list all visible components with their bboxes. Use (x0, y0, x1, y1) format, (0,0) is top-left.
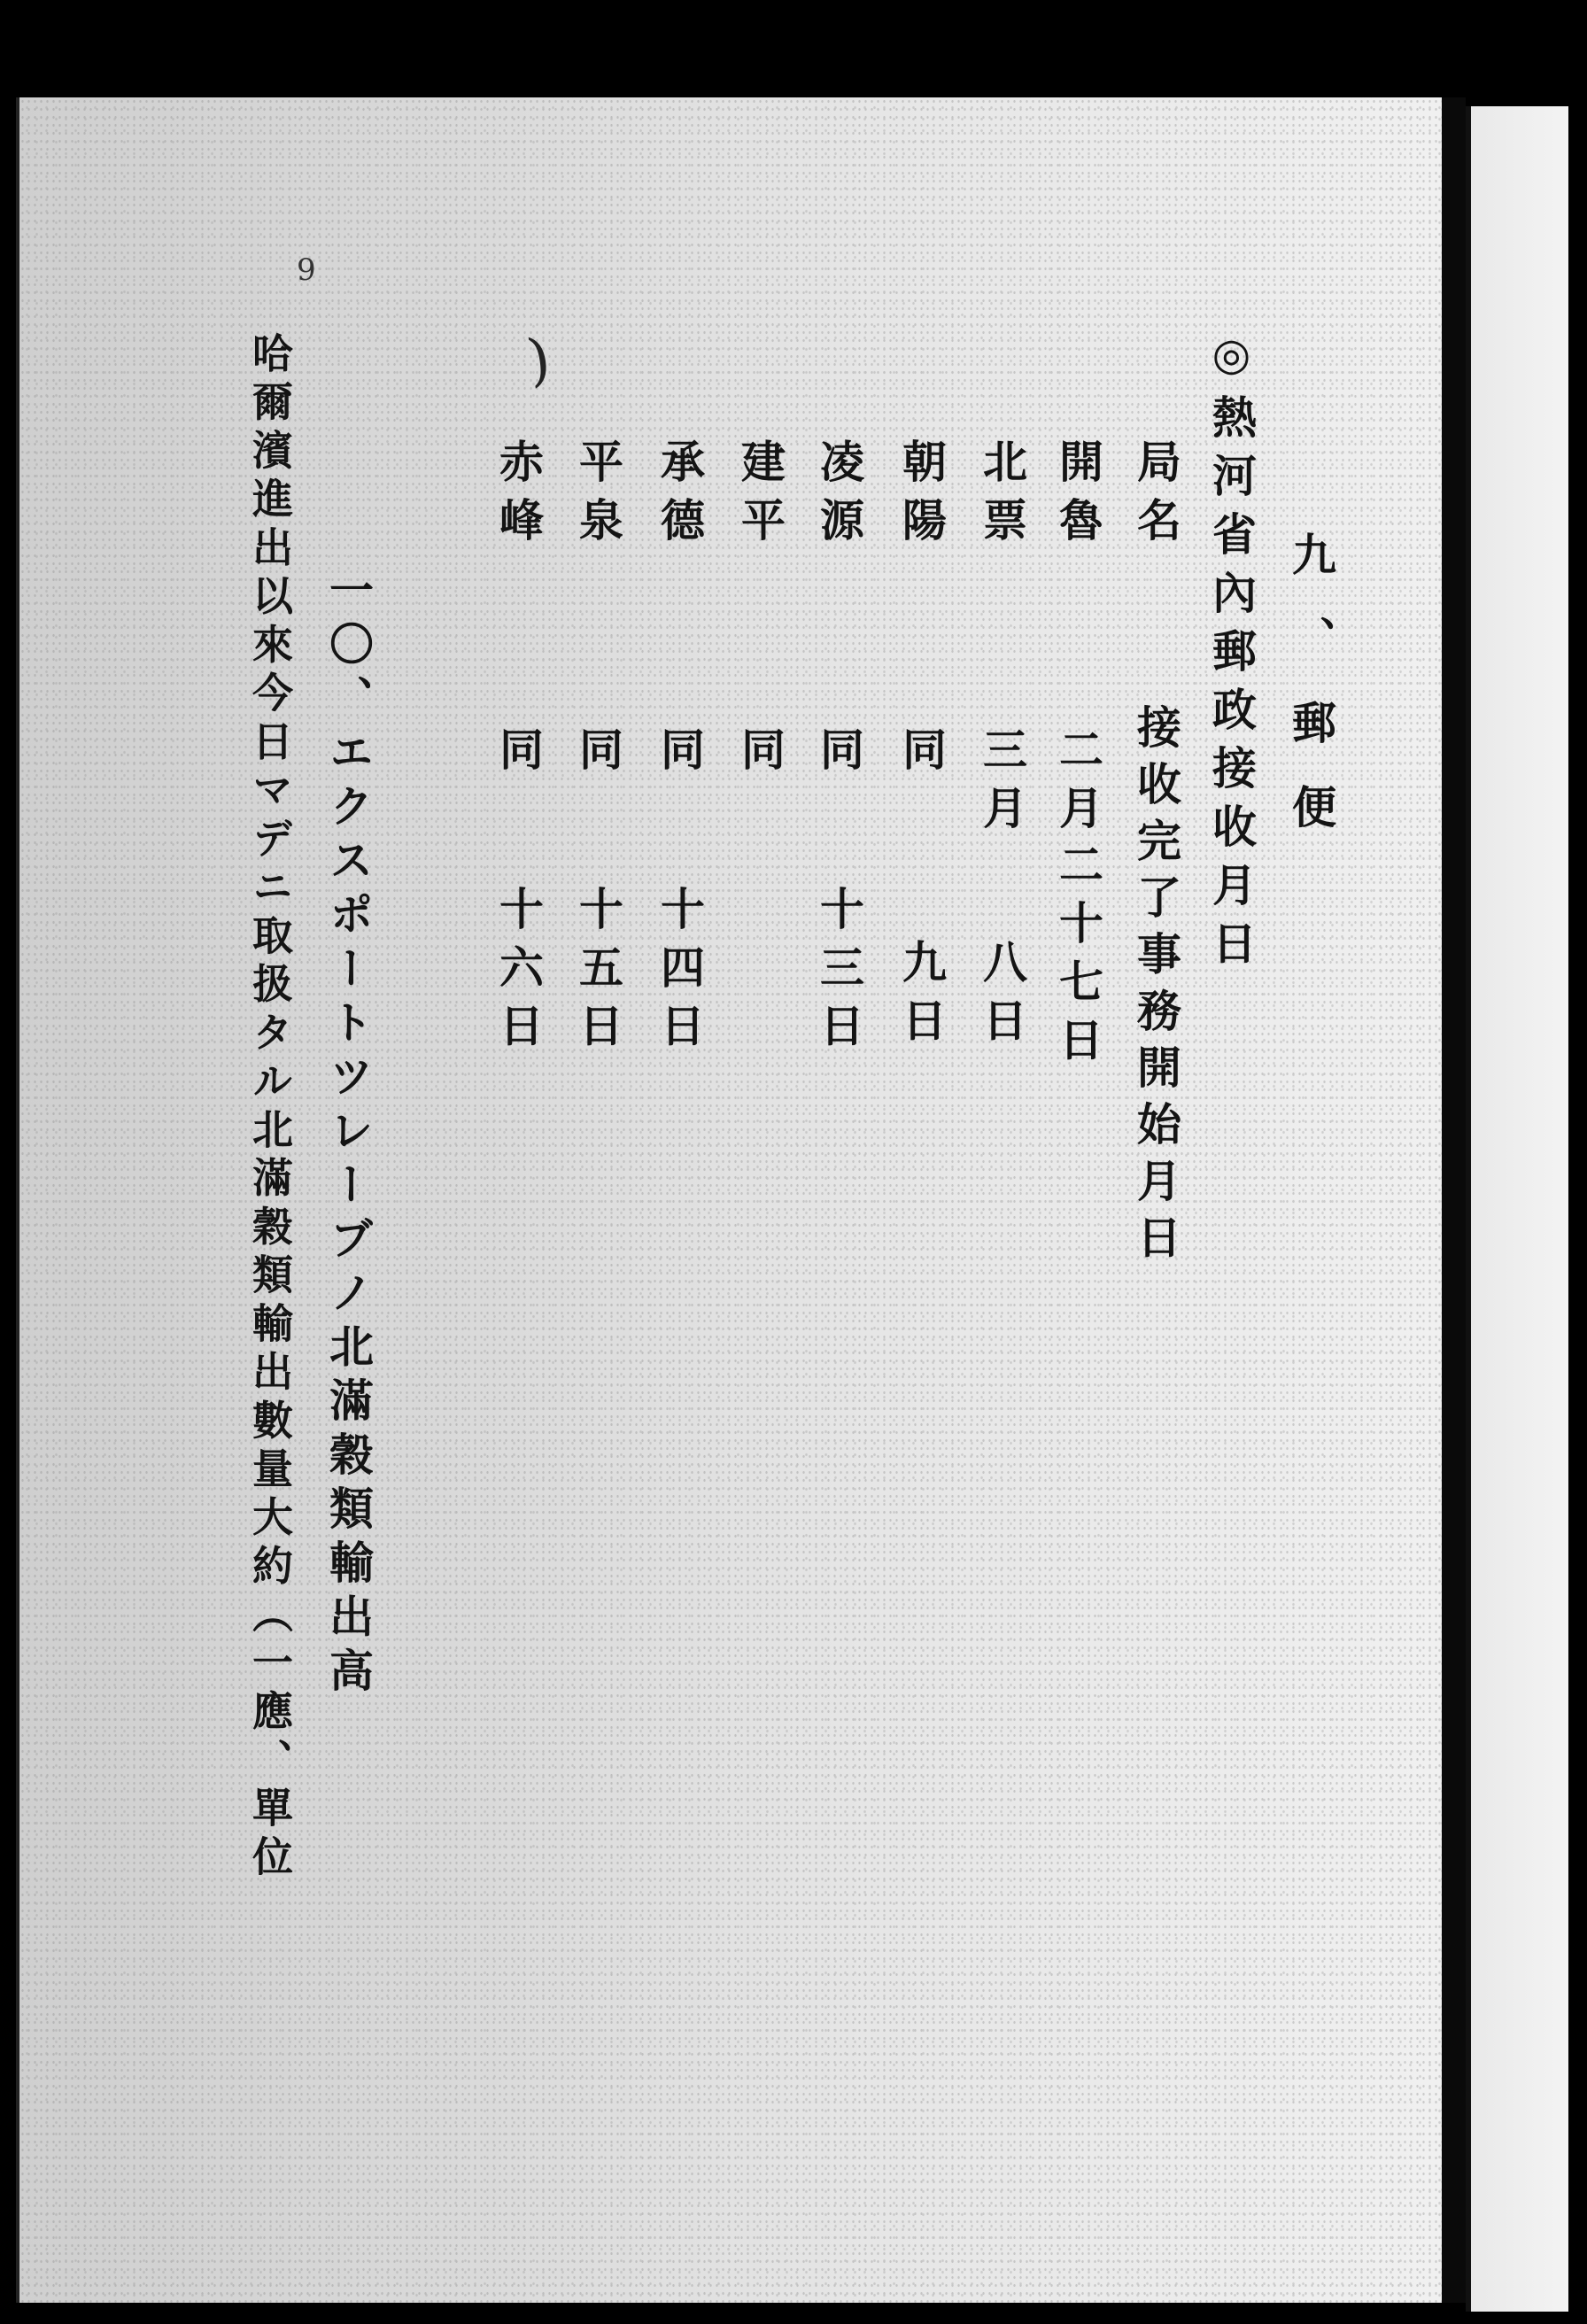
body-paragraph: 哈爾濱進出以來今日マデニ取扱タル北滿穀類輸出數量大約（一應、單位 (246, 332, 294, 1884)
row-month: 同 (813, 726, 865, 785)
section-ten-heading: 一〇、エクスポートツレーブノ北滿穀類輸出高 (322, 567, 375, 1701)
row-day: 十六日 (492, 886, 545, 1061)
bracket-mark: ) (523, 326, 554, 395)
row-month: 三月 (976, 726, 1028, 843)
row-month: 同 (895, 726, 948, 785)
row-name: 北票 (976, 438, 1028, 555)
heading: ◎熱河省內郵政接收月日 (1205, 328, 1258, 979)
table-header-name: 局名 (1130, 438, 1182, 555)
table-header-date: 接收完了事務開始月日 (1130, 704, 1182, 1271)
section-title: 九、郵便 (1285, 531, 1337, 868)
row-day: 十三日 (813, 886, 865, 1061)
row-month: 二月 (1052, 726, 1104, 843)
row-month: 同 (654, 726, 706, 785)
row-name: 凌源 (813, 438, 865, 555)
row-day: 二十七日 (1052, 841, 1104, 1075)
row-name: 建平 (734, 438, 786, 555)
row-month: 同 (492, 726, 545, 785)
row-name: 朝陽 (895, 438, 948, 555)
row-month: 同 (572, 726, 624, 785)
row-name: 赤峰 (492, 438, 545, 555)
row-day: 十四日 (654, 886, 706, 1061)
row-day: 十五日 (572, 886, 624, 1061)
adjacent-page-edge (1466, 106, 1568, 2312)
row-name: 承德 (654, 438, 706, 555)
row-day: 八日 (976, 939, 1028, 1056)
row-name: 平泉 (572, 438, 624, 555)
row-day: 九日 (895, 939, 948, 1056)
row-name: 開魯 (1052, 438, 1104, 555)
book-gutter (1442, 97, 1466, 2303)
page-number: 9 (297, 252, 316, 288)
row-month: 同 (734, 726, 786, 785)
